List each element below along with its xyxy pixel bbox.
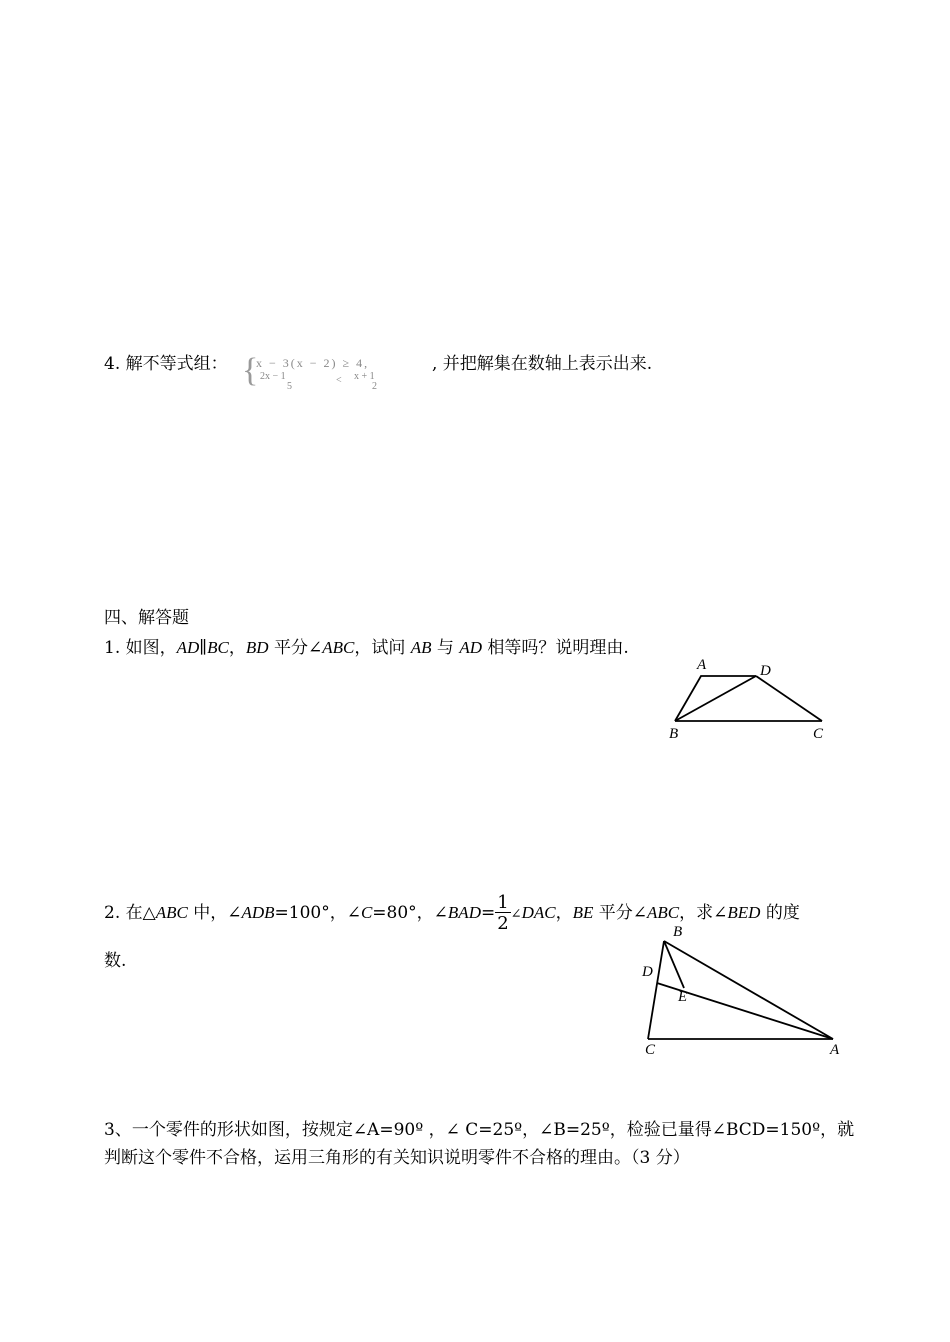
- section-heading: 四、解答题: [104, 608, 189, 628]
- fraction-half: $\frac{1}{2}$: [497, 892, 509, 934]
- q4-instruction: , 并把解集在数轴上表示出来.: [432, 354, 653, 374]
- label-A: A: [830, 1042, 840, 1058]
- ineq2-left-num: 2x − 1: [260, 371, 286, 382]
- label-C: C: [813, 726, 824, 742]
- brace-icon: {: [242, 352, 259, 389]
- problem-1-text: 1. 如图，AD∥BC，BD 平分∠ABC，试问 AB 与 AD 相等吗？说明理由.: [104, 638, 629, 658]
- label-B: B: [669, 726, 679, 742]
- ineq2-left-den: 5: [287, 381, 292, 392]
- problem-3-line2: 判断这个零件不合格，运用三角形的有关知识说明零件不合格的理由。（3 分）: [104, 1148, 690, 1168]
- label-A: A: [697, 657, 707, 673]
- label-E: E: [678, 989, 688, 1005]
- label-D: D: [760, 663, 771, 679]
- problem-2-text: 2. 在△ABC 中，∠ADB=100°，∠C=80°，∠BAD= $\frac{1}{2}$ ∠DAC，BE 平分∠ABC，求∠BED 的度: [104, 892, 800, 934]
- ineq2-right-num: x + 1: [354, 371, 375, 382]
- label-C: C: [645, 1042, 656, 1058]
- ineq2-op: <: [336, 375, 342, 386]
- label-D: D: [642, 964, 653, 980]
- q4-label: 4. 解不等式组：: [104, 354, 228, 374]
- problem-3-line1: 3、一个零件的形状如图，按规定∠A=90º ，∠ C=25º，∠B=25º，检验已量得∠BCD=150º，就: [104, 1120, 855, 1140]
- inequality-1: x − 3(x − 2) ≥ 4,: [256, 356, 370, 370]
- problem-2-line2: 数.: [104, 951, 127, 971]
- label-B: B: [673, 924, 683, 940]
- ineq2-right-den: 2: [372, 381, 377, 392]
